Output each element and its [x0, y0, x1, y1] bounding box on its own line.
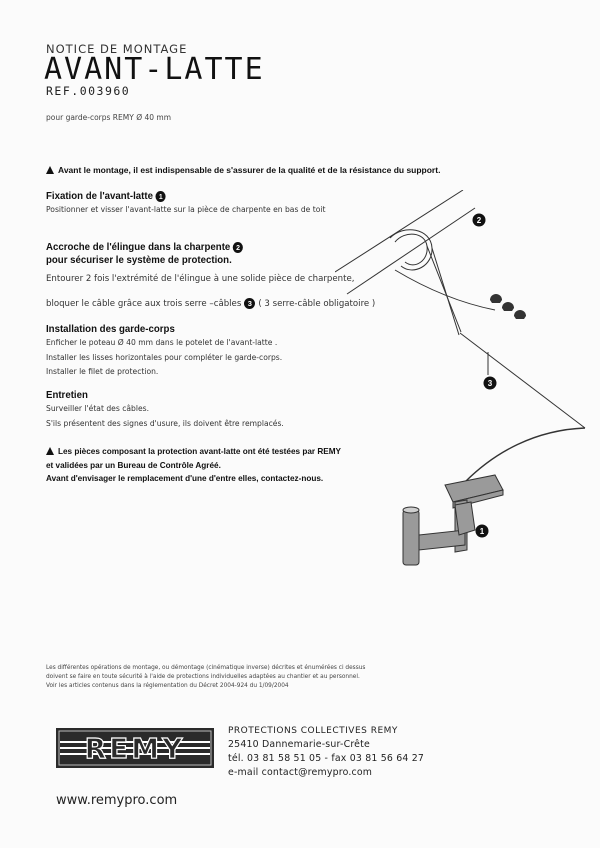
- warning-triangle-icon: [46, 166, 54, 174]
- website-url: www.remypro.com: [56, 793, 178, 808]
- beam: [335, 190, 475, 294]
- remy-logo: [56, 728, 214, 768]
- section-text: Surveiller l'état des câbles.: [46, 404, 150, 413]
- section-text: Entourer 2 fois l'extrémité de l'élingue à une solide pièce de charpente,: [46, 274, 355, 284]
- warning-line: [46, 165, 566, 175]
- company-email: e-mail contact@remypro.com: [228, 767, 373, 778]
- company-info: [228, 724, 424, 780]
- step-badge-3: 3: [244, 298, 255, 309]
- installation-diagram: [335, 190, 595, 570]
- cable-loop: [390, 230, 585, 428]
- section-text: Installer le filet de protection.: [46, 367, 159, 376]
- section-heading: Accroche de l'élingue dans la charpente 2: [46, 241, 377, 254]
- document-title: AVANT-LATTE: [44, 52, 265, 87]
- step-badge-1: 1: [156, 191, 166, 202]
- document-kicker: NOTICE DE MONTAGE: [46, 42, 188, 56]
- company-phone: tél. 03 81 58 51 05 - fax 03 81 56 64 27: [228, 753, 425, 764]
- diagram-label-2: 2: [476, 216, 482, 225]
- certification-notice: Les pièces composant la protection avant-latte ont été testées par REMY et validées par un Bureau de Contrôle Agréé. Avant d'envisager le remplacement d'une d'entre elles, contactez-nous.: [46, 447, 342, 483]
- bracket: [403, 475, 503, 565]
- section-text: Installer les lisses horizontales pour compléter le garde-corps.: [46, 352, 283, 362]
- section-heading-line-2: pour sécuriser le système de protection.: [46, 254, 232, 266]
- section-text: S'ils présentent des signes d'usure, ils doivent être remplacés.: [46, 418, 284, 428]
- diagram-label-3: 3: [487, 379, 493, 388]
- warning-text: Avant le montage, il est indispensable de s'assurer de la qualité et de la résistance du support.: [58, 165, 441, 175]
- section-text: Positionner et visser l'avant-latte sur la pièce de charpente en bas de toit: [46, 205, 326, 214]
- logo-text: REMY: [84, 732, 186, 765]
- diagram-label-1: 1: [479, 527, 485, 536]
- product-reference: REF.003960: [46, 84, 131, 98]
- cable-clamps: [490, 294, 526, 319]
- company-address: 25410 Dannemarie-sur-Crête: [228, 739, 370, 750]
- step-badge-2: 2: [233, 242, 243, 253]
- company-name: PROTECTIONS COLLECTIVES REMY: [228, 726, 398, 736]
- warning-triangle-icon: [46, 447, 54, 455]
- document-subtitle: pour garde-corps REMY Ø 40 mm: [46, 113, 172, 122]
- section-text: bloquer le câble grâce aux trois serre –câbles 3 ( 3 serre-câble obligatoire ): [46, 299, 376, 309]
- section-heading: Fixation de l'avant-latte 1: [46, 190, 377, 203]
- section-heading: Installation des garde-corps: [46, 323, 175, 335]
- section-heading: Entretien: [46, 389, 88, 401]
- legal-text: Les différentes opérations de montage, ou démontage (cinématique inverse) décrites et énumérées ci dessus doivent se faire en toute sécurité à l'aide de protections individuelles adaptées au chantier et au personnel. Voir les articles contenus dans la réglementation du Décret 2004-924 du 1/09/2004: [46, 665, 366, 689]
- section-text: Enficher le poteau Ø 40 mm dans le potelet de l'avant-latte .: [46, 338, 278, 347]
